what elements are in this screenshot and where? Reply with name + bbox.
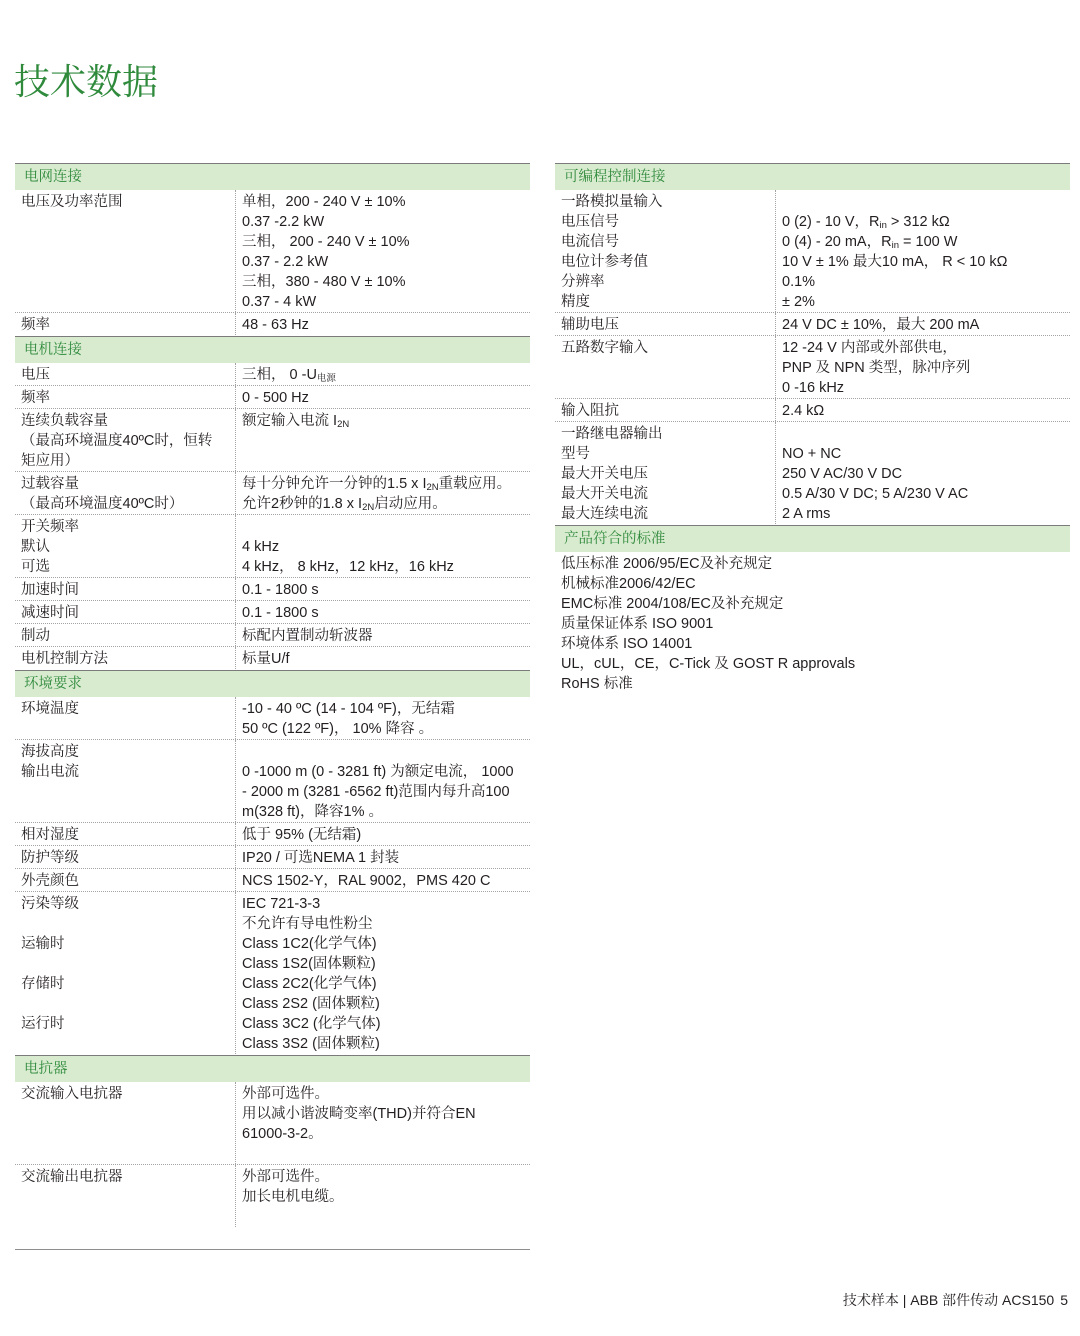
- label-line: 电压及功率范围: [21, 194, 123, 210]
- text-segment: 三相， 0 -U: [242, 367, 317, 383]
- value-line: - 2000 m (3281 -6562 ft)范围内每升高100: [242, 784, 510, 800]
- label-line: 防护等级: [21, 850, 79, 866]
- value-line: 0.1 - 1800 s: [242, 582, 319, 598]
- label-line: 运输时: [21, 936, 65, 952]
- label-line: 运行时: [21, 1016, 65, 1032]
- value-line: 加长电机电缆。: [242, 1189, 344, 1205]
- label-line: 加速时间: [21, 582, 79, 598]
- value-line: [242, 742, 530, 762]
- value-line: NCS 1502-Y，RAL 9002，PMS 420 C: [242, 873, 491, 889]
- right-column: [555, 163, 1070, 694]
- spec-label: [15, 823, 236, 845]
- label-line: 电压信号: [561, 214, 619, 230]
- page-number: 5: [1060, 1292, 1068, 1308]
- text-segment: > 312 kΩ: [886, 214, 950, 230]
- value-line: [242, 474, 530, 494]
- value-line: Class 1C2(化学气体): [242, 936, 377, 952]
- value-line: 4 kHz: [242, 539, 280, 555]
- section-heading: 电抗器: [15, 1055, 530, 1082]
- footer-text: 技术样本 | ABB 部件传动 ACS150: [842, 1292, 1055, 1308]
- spec-section: [15, 336, 530, 670]
- spec-label: [555, 336, 776, 398]
- label-line: 电流信号: [561, 234, 619, 250]
- value-line: [242, 517, 530, 537]
- spec-value: [236, 472, 530, 514]
- spec-section: [555, 163, 1070, 525]
- label-line: 可选: [21, 559, 50, 575]
- spec-label: [15, 409, 236, 471]
- spec-value: [776, 336, 1070, 398]
- spec-value: [776, 190, 1070, 312]
- value-line: 0.1 - 1800 s: [242, 605, 319, 621]
- label-line: 电机控制方法: [21, 651, 108, 667]
- spec-value: [236, 190, 530, 312]
- label-line: 制动: [21, 628, 50, 644]
- label-line: 开关频率: [21, 519, 79, 535]
- value-line: [782, 192, 1070, 212]
- spec-label: [15, 515, 236, 577]
- spec-value: [236, 697, 530, 739]
- standard-item: EMC标准 2004/108/EC及补充规定: [561, 596, 784, 612]
- value-line: 0 -1000 m (0 - 3281 ft) 为额定电流， 1000: [242, 764, 514, 780]
- spec-row: [15, 386, 530, 409]
- spec-value: [236, 846, 530, 868]
- value-line: PNP 及 NPN 类型，脉冲序列: [782, 360, 971, 376]
- value-line: ± 2%: [782, 294, 815, 310]
- spec-section: [15, 670, 530, 1055]
- spec-row: [15, 697, 530, 740]
- value-line: 外部可选件。: [242, 1169, 329, 1185]
- spec-row: [555, 190, 1070, 313]
- spec-section: [15, 1055, 530, 1228]
- label-line: 输出电流: [21, 764, 79, 780]
- spec-row: [15, 740, 530, 823]
- text-segment: 每十分钟允许一分钟的1.5 x I: [242, 476, 427, 492]
- value-line: 250 V AC/30 V DC: [782, 466, 903, 482]
- spec-label: [555, 313, 776, 335]
- label-line: 频率: [21, 317, 50, 333]
- value-line: 三相， 200 - 240 V ± 10%: [242, 234, 410, 250]
- label-line: 污染等级: [21, 896, 79, 912]
- spec-value: [236, 869, 530, 891]
- value-line: [242, 365, 530, 385]
- value-line: IP20 / 可选NEMA 1 封装: [242, 850, 400, 866]
- spec-section: [15, 163, 530, 336]
- spec-row: [15, 313, 530, 336]
- section-heading: 可编程控制连接: [555, 163, 1070, 190]
- spec-label: [15, 1165, 236, 1227]
- label-line: 存储时: [21, 976, 65, 992]
- standard-item: 质量保证体系 ISO 9001: [561, 616, 714, 632]
- spec-row: [15, 472, 530, 515]
- label-line: 相对湿度: [21, 827, 79, 843]
- spec-row: [15, 409, 530, 472]
- left-spec-sections: [15, 163, 530, 1228]
- subscript: 2N: [337, 419, 350, 430]
- subscript: in: [891, 240, 899, 251]
- spec-value: [236, 578, 530, 600]
- subscript: 电源: [316, 373, 336, 384]
- label-line: 辅助电压: [561, 317, 619, 333]
- spec-value: [236, 1165, 530, 1227]
- label-line: [21, 954, 235, 974]
- value-line: NO + NC: [782, 446, 842, 462]
- label-line: 减速时间: [21, 605, 79, 621]
- spec-label: [15, 892, 236, 1054]
- label-line: [21, 914, 235, 934]
- label-line: 环境温度: [21, 701, 79, 717]
- text-segment: = 100 W: [899, 234, 958, 250]
- value-line: Class 3C2 (化学气体): [242, 1016, 381, 1032]
- standard-item: UL，cUL，CE，C-Tick 及 GOST R approvals: [561, 656, 856, 672]
- label-line: 五路数字输入: [561, 340, 648, 356]
- spec-label: [15, 846, 236, 868]
- label-line: （最高环境温度40ºC时）: [21, 496, 184, 512]
- label-line: 过载容量: [21, 476, 79, 492]
- subscript: in: [879, 220, 887, 231]
- label-line: 型号: [561, 446, 590, 462]
- label-line: 输入阻抗: [561, 403, 619, 419]
- bottom-rule: [15, 1249, 530, 1250]
- text-segment: 额定输入电流 I: [242, 413, 338, 429]
- spec-row: [15, 1082, 530, 1165]
- value-line: 0.37 - 2.2 kW: [242, 254, 329, 270]
- section-heading: 环境要求: [15, 670, 530, 697]
- label-line: 一路继电器输出: [561, 426, 663, 442]
- spec-label: [15, 624, 236, 646]
- label-line: 交流输入电抗器: [21, 1086, 123, 1102]
- label-line: 外壳颜色: [21, 873, 79, 889]
- spec-row: [15, 823, 530, 846]
- spec-row: [555, 336, 1070, 399]
- spec-row: [15, 1165, 530, 1228]
- value-line: 0 - 500 Hz: [242, 390, 309, 406]
- subscript: 2N: [362, 502, 375, 513]
- spec-value: [236, 515, 530, 577]
- label-line: 连续负载容量: [21, 413, 108, 429]
- value-line: [782, 212, 1070, 232]
- value-line: [242, 494, 530, 514]
- spec-row: [555, 313, 1070, 336]
- spec-row: [15, 624, 530, 647]
- spec-label: [15, 697, 236, 739]
- spec-label: [555, 422, 776, 524]
- label-line: 一路模拟量输入: [561, 194, 663, 210]
- value-line: Class 3S2 (固体颗粒): [242, 1036, 380, 1052]
- value-line: 2.4 kΩ: [782, 403, 825, 419]
- spec-value: [236, 409, 530, 471]
- spec-row: [15, 578, 530, 601]
- standard-item: 低压标准 2006/95/EC及补充规定: [561, 556, 773, 572]
- section-heading: 电机连接: [15, 336, 530, 363]
- spec-value: [776, 313, 1070, 335]
- label-line: 最大开关电压: [561, 466, 648, 482]
- spec-label: [15, 740, 236, 822]
- spec-value: [776, 422, 1070, 524]
- spec-label: [15, 190, 236, 312]
- text-segment: 启动应用。: [374, 496, 447, 512]
- label-line: 电压: [21, 367, 50, 383]
- value-line: 三相，380 - 480 V ± 10%: [242, 274, 406, 290]
- label-line: 频率: [21, 390, 50, 406]
- spec-value: [236, 386, 530, 408]
- spec-value: [236, 892, 530, 1054]
- spec-row: [15, 892, 530, 1055]
- spec-row: [15, 190, 530, 313]
- spec-row: [555, 399, 1070, 422]
- spec-label: [15, 647, 236, 669]
- page-footer: [843, 1290, 1068, 1310]
- value-line: 用以减小谐波畸变率(THD)并符合EN: [242, 1106, 476, 1122]
- right-spec-sections: [555, 163, 1070, 694]
- value-line: Class 2C2(化学气体): [242, 976, 377, 992]
- spec-value: [236, 823, 530, 845]
- value-line: 4 kHz， 8 kHz，12 kHz，16 kHz: [242, 559, 454, 575]
- label-line: [21, 994, 235, 1014]
- spec-row: [15, 647, 530, 670]
- spec-label: [15, 869, 236, 891]
- standard-item: 机械标准2006/42/EC: [561, 576, 696, 592]
- value-line: [782, 232, 1070, 252]
- spec-row: [15, 601, 530, 624]
- text-segment: 允许2秒钟的1.8 x I: [242, 496, 363, 512]
- spec-value: [236, 647, 530, 669]
- spec-value: [236, 601, 530, 623]
- spec-row: [555, 422, 1070, 525]
- spec-label: [15, 1082, 236, 1164]
- standard-item: 环境体系 ISO 14001: [561, 636, 693, 652]
- value-line: IEC 721-3-3: [242, 896, 321, 912]
- spec-row: [15, 846, 530, 869]
- spec-label: [15, 313, 236, 335]
- label-line: 海拔高度: [21, 744, 79, 760]
- value-line: 0 -16 kHz: [782, 380, 845, 396]
- value-line: 低于 95% (无结霜): [242, 827, 362, 843]
- label-line: 电位计参考值: [561, 254, 648, 270]
- standards-list: [555, 552, 1070, 694]
- standard-item: RoHS 标准: [561, 676, 633, 692]
- spec-label: [555, 190, 776, 312]
- value-line: [782, 424, 1070, 444]
- value-line: 标量U/f: [242, 651, 290, 667]
- spec-value: [776, 399, 1070, 421]
- label-line: 精度: [561, 294, 590, 310]
- spec-row: [15, 515, 530, 578]
- value-line: 标配内置制动斩波器: [242, 628, 373, 644]
- value-line: 0.1%: [782, 274, 816, 290]
- spec-value: [236, 313, 530, 335]
- label-line: 分辨率: [561, 274, 605, 290]
- label-line: 最大开关电流: [561, 486, 648, 502]
- spec-label: [15, 386, 236, 408]
- text-segment: 0 (4) - 20 mA，R: [782, 234, 892, 250]
- value-line: 61000-3-2。: [242, 1126, 323, 1142]
- spec-value: [236, 363, 530, 385]
- spec-label: [15, 363, 236, 385]
- label-line: 矩应用）: [21, 453, 79, 469]
- value-line: 50 ºC (122 ºF)， 10% 降容 。: [242, 721, 434, 737]
- text-segment: 0 (2) - 10 V，R: [782, 214, 880, 230]
- value-line: [242, 411, 530, 431]
- page-title: 技术数据: [14, 61, 159, 102]
- value-line: 12 -24 V 内部或外部供电，: [782, 340, 957, 356]
- value-line: 10 V ± 1% 最大10 mA， R < 10 kΩ: [782, 254, 1008, 270]
- left-column: [15, 163, 530, 1250]
- label-line: 交流输出电抗器: [21, 1169, 123, 1185]
- value-line: 48 - 63 Hz: [242, 317, 309, 333]
- section-heading: 产品符合的标准: [555, 525, 1070, 552]
- value-line: m(328 ft)，降容1% 。: [242, 804, 383, 820]
- value-line: Class 1S2(固体颗粒): [242, 956, 376, 972]
- spec-value: [236, 740, 530, 822]
- spec-label: [15, 472, 236, 514]
- value-line: 2 A rms: [782, 506, 831, 522]
- spec-row: [15, 363, 530, 386]
- value-line: 0.37 -2.2 kW: [242, 214, 325, 230]
- value-line: Class 2S2 (固体颗粒): [242, 996, 380, 1012]
- value-line: 0.37 - 4 kW: [242, 294, 317, 310]
- spec-label: [15, 601, 236, 623]
- value-line: 单相，200 - 240 V ± 10%: [242, 194, 406, 210]
- section-heading: 电网连接: [15, 163, 530, 190]
- subscript: 2N: [426, 482, 439, 493]
- spec-value: [236, 1082, 530, 1164]
- label-line: （最高环境温度40ºC时，恒转: [21, 433, 213, 449]
- spec-label: [555, 399, 776, 421]
- value-line: 0.5 A/30 V DC; 5 A/230 V AC: [782, 486, 969, 502]
- label-line: 最大连续电流: [561, 506, 648, 522]
- spec-label: [15, 578, 236, 600]
- value-line: 不允许有导电性粉尘: [242, 916, 373, 932]
- value-line: 外部可选件。: [242, 1086, 329, 1102]
- value-line: -10 - 40 ºC (14 - 104 ºF)，无结霜: [242, 701, 455, 717]
- label-line: 默认: [21, 539, 50, 555]
- spec-section: [555, 525, 1070, 694]
- spec-row: [15, 869, 530, 892]
- value-line: 24 V DC ± 10%，最大 200 mA: [782, 317, 980, 333]
- text-segment: 重载应用。: [438, 476, 512, 492]
- spec-value: [236, 624, 530, 646]
